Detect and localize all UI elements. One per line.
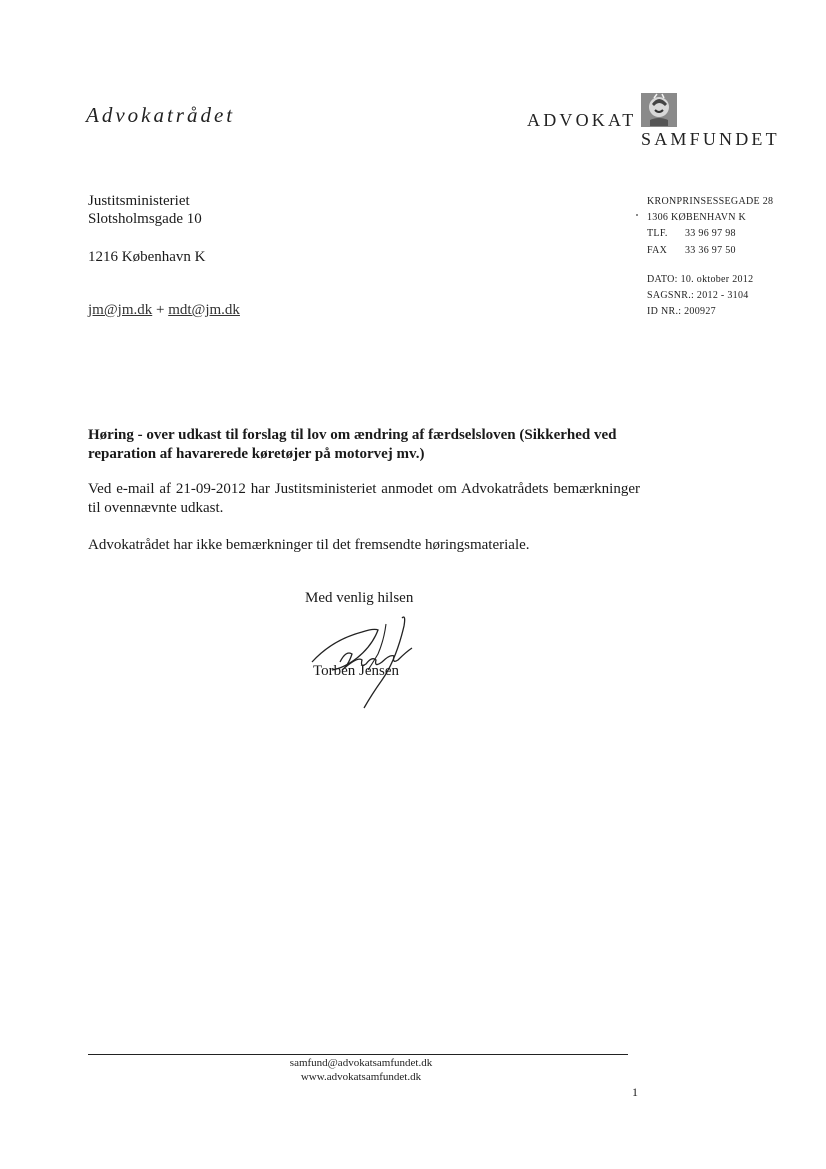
letter-date: DATO: 10. oktober 2012 (647, 274, 754, 285)
page-number: 1 (632, 1085, 638, 1099)
logo-text-bottom: SAMFUNDET (641, 129, 780, 149)
logo-text-top: ADVOKAT (527, 110, 637, 130)
recipient-street: Slotsholmsgade 10 (88, 211, 202, 227)
recipient-city: 1216 København K (88, 249, 206, 265)
footer-email[interactable]: samfund@advokatsamfundet.dk (289, 1057, 433, 1069)
footer-website[interactable]: www.advokatsamfundet.dk (300, 1071, 422, 1083)
letter-subject: Høring - over udkast til forslag til lov om ændring af færdselsloven (Sikkerhed ved reparation af havarerede køretøjer på motorvej mv.) (88, 427, 617, 462)
email-link-mdt[interactable]: mdt@jm.dk (168, 302, 240, 318)
body-paragraph-2: Advokatrådet har ikke bemærkninger til det fremsendte høringsmateriale. (88, 537, 530, 553)
sender-fax (647, 245, 736, 256)
sender-phone (647, 228, 736, 239)
footer-divider (88, 1054, 628, 1055)
fax-value: 33 36 97 50 (685, 245, 736, 256)
body-paragraph-1: Ved e-mail af 21-09-2012 har Justitsministeriet anmodet om Advokatrådets bemærkninger til ovennævnte udkast. (88, 481, 640, 516)
logo-emblem-icon (640, 92, 678, 128)
sender-city: 1306 KØBENHAVN K (647, 212, 747, 223)
sender-street: KRONPRINSESSEGADE 28 (647, 196, 774, 207)
closing-greeting: Med venlig hilsen (305, 590, 414, 606)
recipient-name: Justitsministeriet (88, 193, 190, 209)
email-link-jm[interactable]: jm@jm.dk (88, 302, 153, 318)
council-name: Advokatrådet (86, 103, 236, 127)
email-separator: + (155, 302, 165, 318)
signature-image (302, 610, 432, 710)
phone-label: TLF. (647, 228, 668, 239)
id-number: ID NR.: 200927 (647, 306, 716, 317)
recipient-emails (88, 302, 240, 319)
signer-name: Torben Jensen (313, 663, 400, 679)
mark-dot (636, 214, 638, 216)
phone-value: 33 96 97 98 (685, 228, 736, 239)
case-number: SAGSNR.: 2012 - 3104 (647, 290, 749, 301)
fax-label: FAX (647, 245, 668, 256)
